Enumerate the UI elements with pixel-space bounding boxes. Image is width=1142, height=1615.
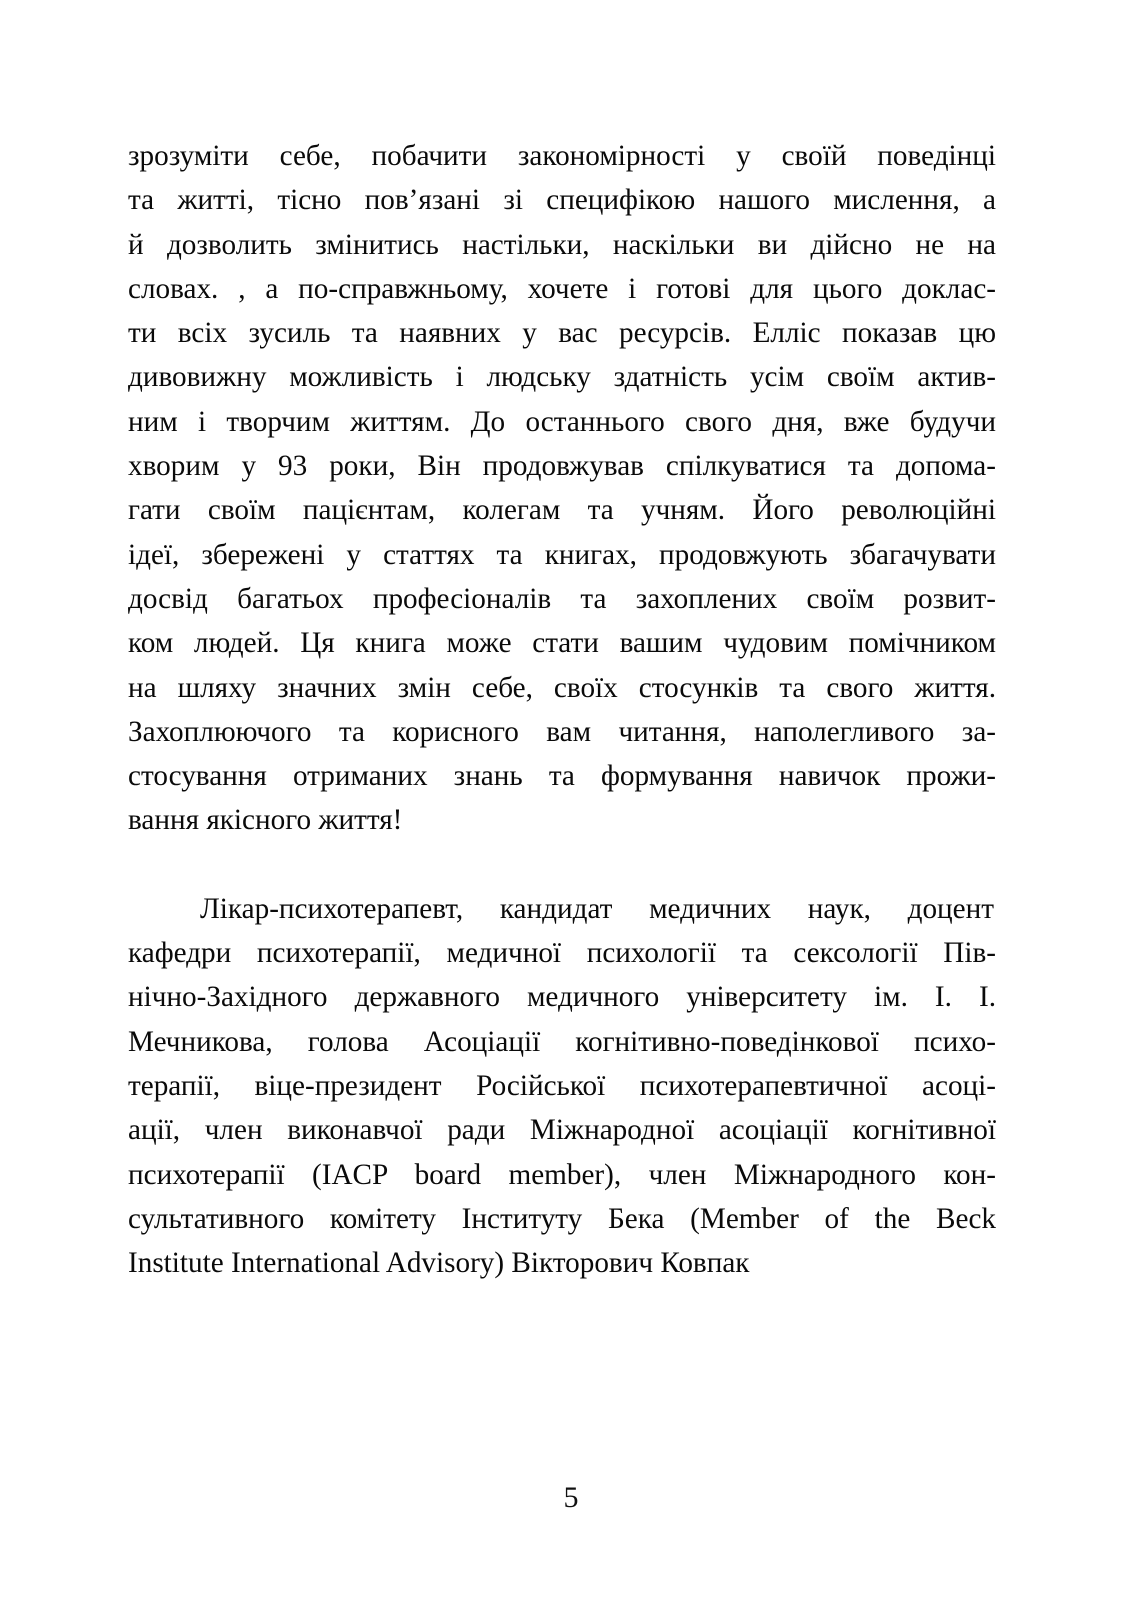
text-line: Захоплюючого та корисного вам читання, наполегливого за- (128, 715, 996, 748)
text-line: гати своїм пацієнтам, колегам та учням. Його революційні (128, 494, 996, 527)
text-line: зрозуміти себе, побачити закономірності у своїй поведінці (128, 140, 996, 172)
text-line: вання якісного життя! (128, 804, 403, 837)
text-line: та житті, тісно пов’язані зі специфікою нашого мислення, а (128, 184, 996, 217)
page-number: 5 (563, 1481, 579, 1514)
text-line: ним і творчим життям. До останнього свого дня, вже будучи (128, 405, 996, 438)
text-line: психотерапії (IACP board member), член Міжнародного кон- (128, 1158, 996, 1191)
text-line: нічно-Західного державного медичного університету ім. І. І. (128, 981, 996, 1014)
text-column (128, 134, 996, 1285)
text-line: ідеї, збережені у статтях та книгах, продовжують збагачувати (128, 538, 996, 571)
text-line: кафедри психотерапії, медичної психології та сексології Пів- (128, 937, 996, 970)
text-line: терапії, віце-президент Російської психотерапевтичної асоці- (128, 1069, 996, 1102)
text-line: ти всіх зусиль та наявних у вас ресурсів. Елліс показав цю (128, 317, 996, 350)
text-line: сультативного комітету Інституту Бека (Member of the Beck (128, 1202, 996, 1235)
text-line: словах. , а по-справжньому, хочете і готові для цього доклас- (128, 272, 996, 305)
text-line: хворим у 93 роки, Він продовжував спілкуватися та допома- (128, 450, 996, 483)
text-line: Institute International Advisory) Вікторович Ковпак (128, 1247, 750, 1280)
text-line: на шляху значних змін себе, своїх стосунків та свого життя. (128, 671, 996, 704)
text-line: дивовижну можливість і людську здатність усім своїм актив- (128, 361, 996, 394)
text-line: Лікар-психотерапевт, кандидат медичних наук, доцент (200, 892, 994, 925)
text-line: ком людей. Ця книга може стати вашим чудовим помічником (128, 627, 996, 660)
paragraph-spacer (128, 843, 996, 887)
paragraph-signature (128, 887, 996, 1286)
paragraph-continuation (128, 134, 996, 843)
text-line: Мечникова, голова Асоціації когнітивно-поведінкової психо- (128, 1025, 996, 1058)
text-line: ації, член виконавчої ради Міжнародної асоціації когнітивної (128, 1114, 996, 1147)
text-line: стосування отриманих знань та формування навичок прожи- (128, 760, 996, 793)
text-line: й дозволить змінитись настільки, наскільки ви дійсно не на (128, 228, 996, 261)
text-line: досвід багатьох професіоналів та захоплених своїм розвит- (128, 582, 996, 615)
